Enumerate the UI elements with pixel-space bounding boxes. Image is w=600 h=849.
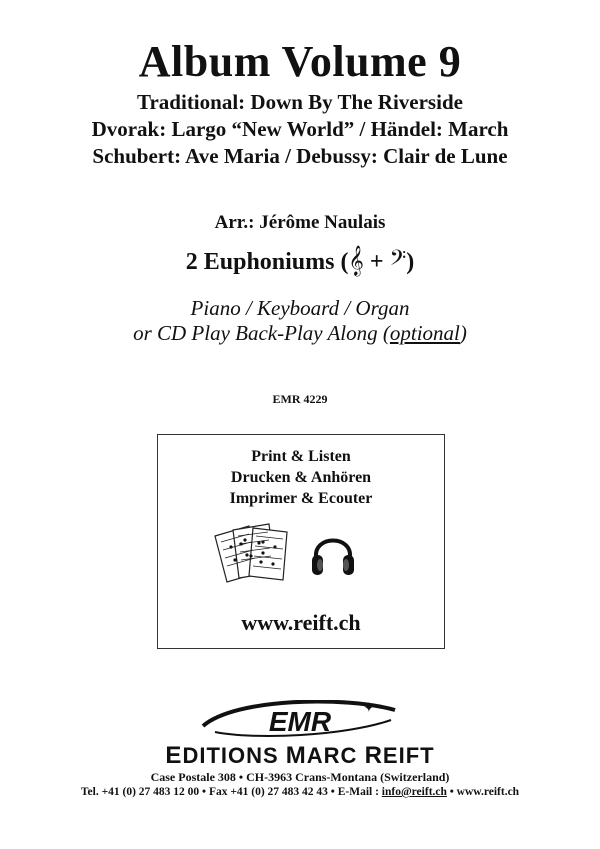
treble-clef-icon: 𝄞: [348, 246, 364, 276]
publisher-contact: Tel. +41 (0) 27 483 12 00 • Fax +41 (0) 27 483 42 43 • E-Mail : info@reift.ch • www.reift.ch: [80, 786, 520, 798]
bass-clef-icon: 𝄢: [389, 246, 407, 276]
optional-label: optional: [389, 321, 460, 345]
headphones-icon: [310, 523, 356, 585]
accompaniment-line-2: [0, 321, 600, 346]
emr-logo: [195, 700, 405, 740]
piece-line-3: Schubert: Ave Maria / Debussy: Clair de Lune: [92, 144, 508, 168]
accompaniment-prefix: or CD Play Back-Play Along (: [133, 321, 390, 345]
instrumentation-close: ): [406, 249, 415, 275]
accompaniment-line-1: Piano / Keyboard / Organ: [190, 296, 410, 320]
print-listen-box: [157, 434, 445, 649]
instrumentation-text: 2 Euphoniums (: [185, 249, 349, 275]
print-listen-en: Print & Listen: [251, 448, 351, 465]
email-link[interactable]: info@reift.ch: [381, 786, 447, 798]
publisher-address: Case Postale 308 • CH-3963 Crans-Montana (Switzerland): [150, 770, 450, 784]
sheet-music-icon: [213, 520, 293, 590]
piece-line-1: Traditional: Down By The Riverside: [137, 90, 463, 114]
logo-text: EMR: [268, 706, 332, 737]
print-listen-de: Drucken & Anhören: [230, 469, 372, 486]
arranger: Arr.: Jérôme Naulais: [214, 212, 386, 233]
album-title: Album Volume 9: [138, 37, 462, 86]
publisher-name: EDITIONS MARC REIFT: [165, 742, 435, 769]
catalog-number: EMR 4229: [272, 392, 328, 406]
website-url: www.reift.ch: [241, 610, 361, 635]
instrumentation: [0, 246, 600, 277]
piece-line-2: Dvorak: Largo “New World” / Händel: March: [91, 117, 509, 141]
plus-sign: +: [363, 249, 390, 275]
accompaniment-suffix: ): [459, 321, 467, 345]
print-listen-fr: Imprimer & Ecouter: [229, 490, 373, 507]
logo-star-icon: ✦: [363, 700, 375, 716]
